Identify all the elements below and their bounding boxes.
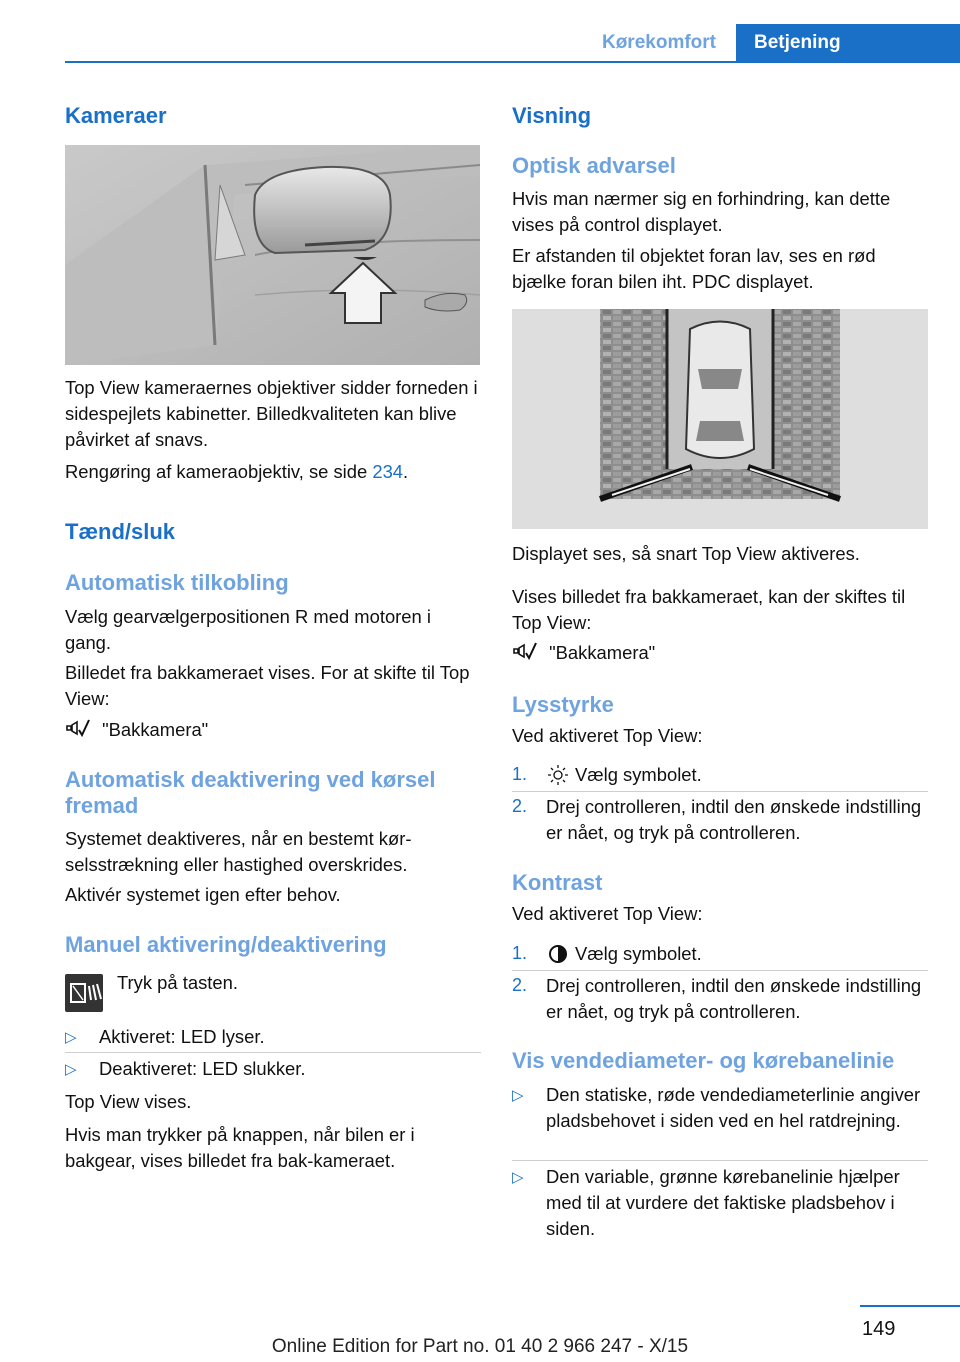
bakkamera-label-left: "Bakkamera"	[102, 719, 209, 741]
lysstyrke-step-2-text: Drej controlleren, indtil den ønskede indstilling er nået, og tryk på controlleren.	[546, 796, 922, 843]
optisk-paragraph-1: Hvis man nærmer sig en forhindring, kan dette vises på control displayet.	[512, 188, 891, 235]
vende-bullet-1: Den statiske, røde vendediameterlinie angiver pladsbehovet i siden ved en hel ratdrejning.	[546, 1084, 921, 1131]
bullet-icon: ▷	[65, 1029, 77, 1046]
bakkamera-paragraph: Vises billedet fra bakkameraet, kan der skiftes til Top View:	[512, 586, 906, 633]
kameraer-paragraph-1: Top View kameraernes objektiver sidder forneden i sidespejlets kabinetter. Billedkvaliteten kan blive påvirket af snavs.	[65, 377, 478, 450]
tilkobling-paragraph-2: Billedet fra bakkameraet vises. For at skifte til Top View:	[65, 662, 470, 709]
header-tab-betjening[interactable]: Betjening	[736, 24, 960, 62]
section-title-kameraer: Kameraer	[65, 103, 167, 128]
edition-footer: Online Edition for Part no. 01 40 2 966 247 - X/15	[271, 1336, 689, 1357]
lysstyrke-intro: Ved aktiveret Top View:	[512, 725, 703, 746]
kontrast-intro: Ved aktiveret Top View:	[512, 903, 703, 924]
section-title-taend-sluk: Tænd/sluk	[65, 519, 176, 544]
topview-vises: Top View vises.	[65, 1091, 192, 1112]
mirror-camera-illustration	[65, 145, 480, 365]
bullet-icon: ▷	[512, 1169, 524, 1186]
kameraer-p2-end: .	[403, 461, 409, 482]
kameraer-p2-text: Rengøring af kameraobjektiv, se side	[65, 461, 373, 482]
lysstyrke-step-1-number: 1.	[512, 764, 528, 784]
mirror-camera-figure	[65, 145, 480, 365]
subsection-title-automatisk-tilkobling: Automatisk tilkobling	[65, 570, 289, 595]
page-link-234[interactable]: 234	[372, 461, 404, 482]
lysstyrke-step-2-number: 2.	[512, 796, 528, 816]
tilkobling-paragraph-1: Vælg gearvælgerpositionen R med motoren i gang.	[65, 606, 431, 653]
topview-display-figure	[512, 309, 928, 529]
step-divider	[512, 791, 928, 792]
subsection-title-vendediameter: Vis vendediameter- og kørebanelinie	[512, 1048, 895, 1073]
manuel-instruction: Tryk på tasten.	[117, 972, 238, 993]
bullet-deaktiveret: Deaktiveret: LED slukker.	[99, 1058, 306, 1079]
kontrast-step-1-text: Vælg symbolet.	[575, 943, 702, 964]
topview-button-icon	[65, 974, 103, 1012]
display-caption: Displayet ses, så snart Top View aktiveres.	[512, 543, 860, 564]
bullet-divider	[65, 1052, 481, 1053]
kameraer-paragraph-2	[65, 459, 481, 485]
sun-icon	[547, 764, 569, 791]
footer-rule	[860, 1305, 960, 1307]
page-number: 149	[862, 1318, 896, 1340]
deaktivering-paragraph-2: Aktivér systemet igen efter behov.	[65, 884, 341, 905]
camera-switch-icon	[512, 640, 538, 669]
subsection-title-optisk-advarsel: Optisk advarsel	[512, 153, 676, 178]
deaktivering-paragraph-1: Systemet deaktiveres, når en bestemt kørselsstrækning eller hastighed overskrides.	[65, 828, 412, 875]
header-rule	[65, 61, 960, 63]
optisk-paragraph-2: Er afstanden til objektet foran lav, ses en rød bjælke foran bilen iht. PDC displayet.	[512, 245, 876, 292]
camera-switch-icon	[65, 717, 91, 746]
bakgear-paragraph: Hvis man trykker på knappen, når bilen er i bakgear, vises billedet fra bak-kameraet.	[65, 1124, 415, 1171]
topview-car-illustration	[512, 309, 928, 529]
bullet-icon: ▷	[512, 1087, 524, 1104]
bullet-icon: ▷	[65, 1061, 77, 1078]
subsection-title-kontrast: Kontrast	[512, 870, 603, 895]
header-tab-korekomfort[interactable]: Kørekomfort	[601, 32, 716, 53]
kontrast-step-1-number: 1.	[512, 943, 528, 963]
bakkamera-row-right	[512, 640, 928, 669]
bullet-aktiveret: Aktiveret: LED lyser.	[99, 1026, 265, 1047]
contrast-icon	[547, 943, 569, 970]
subsection-title-automatisk-deaktivering: Automatisk deaktivering ved kørsel fremad	[65, 767, 436, 818]
lysstyrke-step-1-text: Vælg symbolet.	[575, 764, 702, 785]
vende-bullet-2: Den variable, grønne kørebanelinie hjælper med til at vurdere det faktiske pladsbehov i siden.	[546, 1166, 900, 1239]
step-divider	[512, 970, 928, 971]
bullet-divider	[512, 1160, 928, 1161]
subsection-title-lysstyrke: Lysstyrke	[512, 692, 614, 717]
kontrast-step-2-number: 2.	[512, 975, 528, 995]
kontrast-step-2-text: Drej controlleren, indtil den ønskede indstilling er nået, og tryk på controlleren.	[546, 975, 922, 1022]
subsection-title-manuel: Manuel aktivering/deaktivering	[65, 932, 387, 957]
bakkamera-row-left	[65, 717, 481, 746]
bakkamera-label-right: "Bakkamera"	[549, 642, 656, 664]
section-title-visning: Visning	[512, 103, 592, 128]
